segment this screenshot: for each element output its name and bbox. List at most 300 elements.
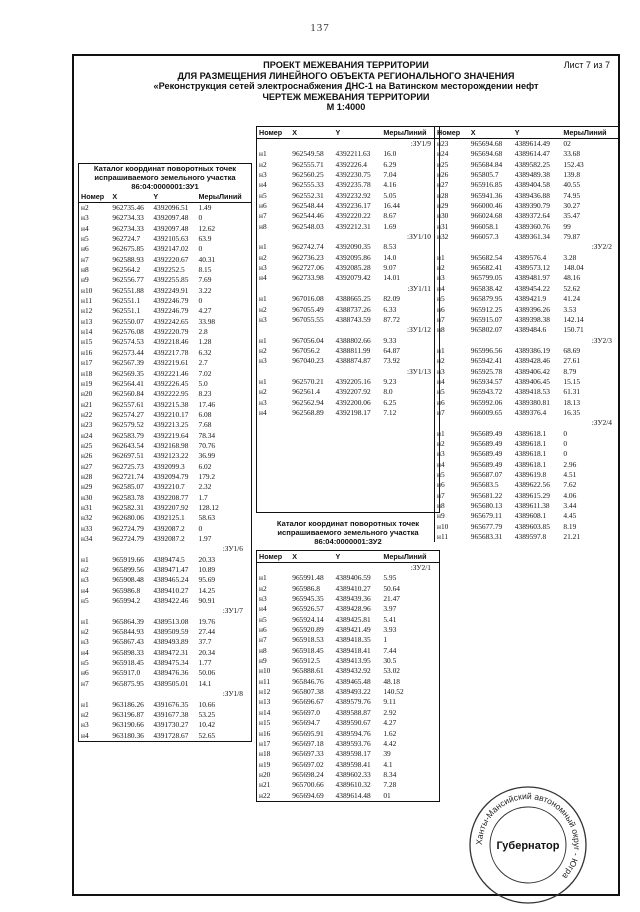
- coord-y: 4392226.4: [335, 159, 367, 169]
- coord-x: 965925.78: [470, 366, 503, 376]
- coord-y: 4389425.81: [335, 614, 371, 624]
- table-row: [79, 658, 251, 668]
- segment-length: 18.13: [563, 397, 581, 407]
- table-row: [257, 594, 439, 604]
- table-row: [79, 369, 251, 379]
- coord-x: 965864.39: [112, 616, 144, 626]
- point-number: н12: [259, 687, 271, 697]
- coord-x: 962680.06: [112, 513, 144, 523]
- coord-x: 965986.8: [112, 585, 141, 595]
- point-number: н1: [81, 699, 89, 709]
- coord-y: 4389406.42: [514, 366, 550, 376]
- segment-length: 1.62: [383, 728, 397, 738]
- table-row: [79, 555, 251, 565]
- table-row: [79, 700, 251, 710]
- point-number: н2: [259, 345, 267, 355]
- coord-y: 4389398.38: [514, 314, 550, 324]
- point-number: н33: [81, 523, 93, 533]
- table-row: [79, 265, 251, 275]
- segment-length: 10.89: [198, 565, 216, 575]
- governor-seal: [466, 783, 590, 907]
- segment-length: 7.44: [383, 645, 397, 655]
- segment-length: 7.12: [383, 407, 397, 417]
- segment-length: 4.45: [563, 511, 577, 521]
- section-label: :ЗУ2/4: [591, 418, 612, 428]
- table-row: [79, 493, 251, 503]
- coord-x: 962567.39: [112, 358, 144, 368]
- coord-y: 4389465.48: [335, 676, 371, 686]
- coord-x: 965912.25: [470, 304, 503, 314]
- table-row: [79, 627, 251, 637]
- coord-y: 4392200.06: [335, 397, 371, 407]
- segment-length: 5.0: [198, 378, 208, 388]
- point-number: н4: [81, 585, 89, 595]
- section-label: :ЗУ2/2: [591, 242, 612, 252]
- col-y-header: Y: [334, 127, 382, 139]
- coord-y: 4389590.67: [335, 718, 371, 728]
- col-x-header: X: [110, 191, 151, 203]
- coord-x: 962555.33: [292, 180, 324, 190]
- coord-y: 4389588.87: [335, 707, 371, 717]
- col-x-header: X: [290, 127, 333, 139]
- coord-y: 4392246.79: [153, 296, 189, 306]
- segment-length: 90.91: [198, 596, 216, 606]
- coord-y: 4392213.25: [153, 420, 189, 430]
- coord-x: 965994.2: [112, 596, 141, 606]
- segment-length: 140.52: [383, 687, 404, 697]
- segment-length: 41.24: [563, 294, 581, 304]
- segment-length: 6.33: [383, 304, 397, 314]
- segment-length: 6.08: [198, 409, 212, 419]
- table-row: [257, 656, 439, 666]
- point-number: н5: [81, 234, 89, 244]
- col-num-header: Номер: [257, 551, 290, 563]
- point-number: н7: [259, 635, 267, 645]
- table-row: [79, 462, 251, 472]
- table-row: [79, 275, 251, 285]
- segment-length: 30.5: [383, 656, 397, 666]
- point-number: н28: [81, 471, 93, 481]
- coord-y: 4392218.46: [153, 337, 189, 347]
- coord-x: 965920.89: [292, 625, 324, 635]
- coord-x: 965694.68: [470, 139, 503, 148]
- coord-x: 965698.24: [292, 769, 324, 779]
- coord-y: 4389418.35: [335, 635, 371, 645]
- coord-x: 965807.38: [292, 687, 324, 697]
- coord-y: 4392236.17: [335, 201, 371, 211]
- point-number: н11: [259, 676, 271, 686]
- table-row: [257, 729, 439, 739]
- coord-x: 963190.66: [112, 720, 144, 730]
- coord-x: 965992.06: [470, 397, 503, 407]
- table-row: [257, 387, 439, 397]
- coord-x: 965689.49: [470, 428, 503, 438]
- point-number: н3: [81, 575, 89, 585]
- coord-x: 962742.74: [292, 242, 324, 252]
- segment-length: 10.42: [198, 720, 216, 730]
- coord-y: 4392212.31: [335, 221, 371, 231]
- point-number: н9: [437, 511, 445, 521]
- point-number: н15: [259, 718, 271, 728]
- point-number: н24: [437, 149, 449, 159]
- table-row: [435, 263, 620, 273]
- coord-x: 966057.3: [470, 232, 499, 242]
- coord-y: 4389406.59: [335, 573, 371, 583]
- coord-y: 4389360.76: [514, 221, 550, 231]
- table-row: [257, 739, 439, 749]
- coord-x: 963186.26: [112, 699, 144, 709]
- coord-x: 962555.71: [292, 159, 324, 169]
- coord-x: 962544.46: [292, 211, 324, 221]
- point-number: н18: [81, 368, 93, 378]
- coord-y: 4392125.1: [153, 513, 185, 523]
- coord-y: 4392097.48: [153, 223, 189, 233]
- segment-length: 74.95: [563, 190, 581, 200]
- segment-length: 14.1: [198, 678, 212, 688]
- coord-y: 4391677.38: [153, 709, 189, 719]
- col-len-header: МерыЛиний: [561, 127, 620, 139]
- coord-y: 4389597.8: [514, 532, 547, 542]
- coord-y: 4389622.56: [514, 480, 550, 490]
- segment-length: 02: [563, 139, 571, 148]
- table-row: [435, 429, 620, 439]
- coord-x: 962568.89: [292, 407, 324, 417]
- coord-x: 962574.27: [112, 409, 144, 419]
- coord-y: 4391676.35: [153, 699, 189, 709]
- coord-y: 4389579.76: [335, 697, 371, 707]
- section-label: :ЗУ1/6: [222, 544, 243, 554]
- point-number: н11: [81, 296, 93, 306]
- coord-y: 4392219.64: [153, 430, 189, 440]
- section-label: :ЗУ1/8: [222, 689, 243, 699]
- table-row: [435, 253, 620, 263]
- table-row: [435, 232, 620, 242]
- coord-x: 965684.84: [470, 159, 503, 169]
- coord-x: 965677.79: [470, 521, 503, 531]
- segment-length: 1.28: [198, 337, 212, 347]
- segment-length: 1: [383, 635, 388, 645]
- point-number: н3: [437, 449, 445, 459]
- segment-length: 64.87: [383, 345, 400, 355]
- coord-y: 4389509.59: [153, 627, 189, 637]
- coord-y: 4392087.2: [153, 523, 185, 533]
- segment-length: 8.53: [383, 242, 397, 252]
- segment-length: 27.44: [198, 627, 216, 637]
- table-row: [79, 379, 251, 389]
- point-number: н1: [259, 376, 267, 386]
- catalog-zu2-title: Каталог координат поворотных точек испрашиваемого земельного участка 86:04:0000001:ЗУ2: [276, 519, 420, 546]
- segment-length: 0: [563, 438, 568, 448]
- table-row: [435, 470, 620, 480]
- coord-x: 962576.08: [112, 327, 144, 337]
- table-row: [79, 244, 251, 254]
- section-label: :ЗУ1/7: [222, 606, 243, 616]
- coord-y: 4389413.95: [335, 656, 371, 666]
- coord-x: 962557.61: [112, 399, 144, 409]
- coord-y: 4389390.79: [514, 201, 550, 211]
- point-number: н4: [259, 604, 267, 614]
- segment-length: 40.31: [198, 254, 216, 264]
- point-number: н6: [437, 480, 445, 490]
- coord-x: 965924.14: [292, 614, 324, 624]
- segment-length: 16.44: [383, 201, 400, 211]
- table-row: [435, 501, 620, 511]
- point-number: н3: [259, 594, 267, 604]
- coord-y: 4389410.27: [335, 583, 371, 593]
- coord-x: 965689.49: [470, 438, 503, 448]
- coord-x: 962564.2: [112, 265, 141, 275]
- coord-y: 4389582.25: [514, 159, 550, 169]
- point-number: н30: [81, 492, 93, 502]
- point-number: н6: [81, 244, 89, 254]
- coord-x: 962550.07: [112, 316, 144, 326]
- coord-x: 965908.48: [112, 575, 144, 585]
- coord-x: 962560.25: [292, 170, 324, 180]
- coord-x: 962721.74: [112, 471, 144, 481]
- coord-x: 962579.52: [112, 420, 144, 430]
- segment-length: 6.29: [383, 159, 397, 169]
- col-len-header: МерыЛиний: [381, 127, 439, 139]
- coord-x: 962551.1: [112, 296, 141, 306]
- segment-length: 2.8: [198, 327, 208, 337]
- table-row: [257, 305, 439, 315]
- segment-length: 148.04: [563, 263, 584, 273]
- coord-y: 4392168.98: [153, 440, 189, 450]
- coord-x: 965697.18: [292, 738, 324, 748]
- col-num-header: Номер: [257, 127, 290, 139]
- seal-ring-text: Ханты-Мансийский автономный округ - Югра: [473, 790, 583, 882]
- coord-x: 965846.76: [292, 676, 324, 686]
- point-number: н1: [259, 149, 267, 159]
- coord-x: 965697.33: [292, 749, 324, 759]
- coord-y: 4389618.1: [514, 428, 547, 438]
- coord-x: 962724.7: [112, 234, 141, 244]
- coord-y: 4392205.16: [335, 376, 371, 386]
- coord-y: 4392249.91: [153, 285, 189, 295]
- segment-length: 5.05: [383, 190, 397, 200]
- table-row: [435, 491, 620, 501]
- table-row: [257, 242, 439, 252]
- coord-y: 4389602.33: [335, 769, 371, 779]
- coord-y: 4389418.41: [335, 645, 371, 655]
- coord-x: 965694.7: [292, 718, 320, 728]
- coord-y: 4392242.65: [153, 316, 189, 326]
- coord-x: 962574.53: [112, 337, 144, 347]
- table-row: [257, 625, 439, 635]
- table-row: [435, 170, 620, 180]
- point-number: н34: [81, 534, 93, 543]
- coord-x: 962736.23: [292, 252, 324, 262]
- table-row: [257, 646, 439, 656]
- table-row: [435, 273, 620, 283]
- section-row: [257, 563, 439, 574]
- coord-y: 4389489.38: [514, 170, 550, 180]
- point-number: н5: [437, 470, 445, 479]
- table-row: [79, 586, 251, 596]
- point-number: н28: [437, 190, 449, 200]
- point-number: н6: [259, 625, 267, 635]
- point-number: н4: [437, 376, 445, 386]
- table-row: [79, 637, 251, 647]
- table-row: [435, 460, 620, 470]
- point-number: н1: [81, 554, 89, 564]
- coord-x: 967055.55: [292, 314, 324, 324]
- segment-length: 2.96: [563, 459, 577, 469]
- coord-y: 4389361.34: [514, 232, 550, 242]
- table-row: [257, 346, 439, 356]
- table-row: [435, 356, 620, 366]
- table-row: [257, 377, 439, 387]
- point-number: н22: [259, 790, 271, 800]
- coord-x: 962549.58: [292, 149, 324, 159]
- table-row: [79, 358, 251, 368]
- segment-length: 36.99: [198, 451, 216, 461]
- catalog-zu1-continued: [256, 126, 440, 802]
- coord-y: 4389428.96: [335, 604, 371, 614]
- col-len-header: МерыЛиний: [197, 191, 252, 203]
- col-x-header: X: [290, 551, 333, 563]
- table-row: [257, 697, 439, 707]
- coord-x: 966024.68: [470, 211, 503, 221]
- point-number: н4: [259, 180, 267, 190]
- coord-x: 962734.33: [112, 213, 144, 223]
- table-row: [435, 149, 620, 159]
- segment-length: 3.93: [383, 625, 397, 635]
- point-number: н1: [259, 242, 267, 252]
- point-number: н3: [259, 170, 267, 180]
- section-row: [257, 232, 439, 242]
- coord-x: 967040.23: [292, 356, 324, 366]
- coord-x: 962585.07: [112, 482, 144, 492]
- segment-length: 128.12: [198, 502, 219, 512]
- section-label: :ЗУ1/13: [407, 366, 431, 376]
- coord-x: 962548.03: [292, 221, 324, 231]
- point-number: н4: [81, 223, 89, 233]
- coord-x: 965996.56: [470, 345, 503, 355]
- table-row: [257, 294, 439, 304]
- table-row: [79, 534, 251, 544]
- point-number: н1: [259, 294, 267, 304]
- point-number: н2: [437, 438, 445, 448]
- segment-length: 152.43: [563, 159, 584, 169]
- coord-x: 965799.05: [470, 273, 503, 283]
- coord-y: 4389421.49: [335, 625, 371, 635]
- coord-y: 4389615.29: [514, 490, 550, 500]
- segment-length: 6.02: [198, 461, 212, 471]
- table-row: [79, 441, 251, 451]
- page-number: 137: [310, 22, 330, 34]
- segment-length: 52.65: [198, 730, 216, 740]
- table-row: [435, 522, 620, 532]
- segment-length: 1.77: [198, 658, 212, 668]
- table-row: [79, 203, 251, 214]
- segment-length: 8.79: [563, 366, 577, 376]
- point-number: н21: [81, 399, 93, 409]
- coord-y: 4389472.31: [153, 647, 189, 657]
- table-row: [79, 565, 251, 575]
- segment-length: 33.98: [198, 316, 216, 326]
- table-row: [435, 511, 620, 521]
- coord-x: 965700.66: [292, 780, 324, 790]
- coord-x: 965991.48: [292, 573, 324, 583]
- point-number: н25: [81, 440, 93, 450]
- table-row: [257, 687, 439, 697]
- segment-length: 4.51: [563, 470, 577, 479]
- coord-x: 965875.95: [112, 678, 144, 688]
- segment-length: 5.95: [383, 573, 397, 583]
- point-number: н10: [259, 666, 271, 676]
- segment-length: 63.9: [198, 234, 212, 244]
- segment-length: 8.67: [383, 211, 397, 221]
- point-number: н32: [81, 513, 93, 523]
- segment-length: 0: [563, 428, 568, 438]
- point-number: н2: [259, 159, 267, 169]
- point-number: н16: [81, 347, 93, 357]
- catalog-zu2-continued: [434, 126, 620, 542]
- coord-x: 965867.43: [112, 637, 144, 647]
- coord-y: 4389614.49: [514, 139, 550, 148]
- section-row: [79, 544, 251, 554]
- table-row: [435, 398, 620, 408]
- coord-x: 965942.41: [470, 356, 503, 366]
- point-number: н3: [259, 397, 267, 407]
- segment-length: 50.64: [383, 583, 400, 593]
- point-number: н8: [259, 645, 267, 655]
- point-number: н17: [81, 358, 93, 368]
- coord-y: 4389428.46: [514, 356, 550, 366]
- table-row: [79, 617, 251, 627]
- point-number: н13: [81, 316, 93, 326]
- point-number: н11: [437, 532, 449, 542]
- point-number: н4: [259, 407, 267, 417]
- col-y-header: Y: [513, 127, 562, 139]
- table-row: [435, 284, 620, 294]
- segment-length: 4.16: [383, 180, 397, 190]
- segment-length: 6.32: [198, 347, 212, 357]
- table-row: [79, 410, 251, 420]
- coord-y: 4392207.92: [335, 387, 371, 397]
- coord-x: 965934.57: [470, 376, 503, 386]
- coord-x: 962734.33: [112, 223, 144, 233]
- point-number: н2: [259, 252, 267, 262]
- coord-y: 4389618.1: [514, 438, 547, 448]
- segment-length: 14.0: [383, 252, 397, 262]
- coord-y: 4389493.22: [335, 687, 371, 697]
- section-label: :ЗУ2/3: [591, 335, 612, 345]
- coord-x: 962643.54: [112, 440, 144, 450]
- coord-y: 4392226.45: [153, 378, 189, 388]
- coord-x: 962583.78: [112, 492, 144, 502]
- segment-length: 7.28: [383, 780, 397, 790]
- coord-y: 4389608.1: [514, 511, 547, 521]
- segment-length: 35.47: [563, 211, 581, 221]
- coord-y: 4389474.5: [153, 554, 185, 564]
- segment-length: 1.49: [198, 203, 212, 212]
- segment-length: 14.01: [383, 273, 400, 283]
- table-row: [257, 336, 439, 346]
- point-number: н3: [437, 366, 445, 376]
- table-row: [435, 315, 620, 325]
- coord-y: 4392198.17: [335, 407, 371, 417]
- point-number: н2: [81, 203, 89, 212]
- table-row: [79, 503, 251, 513]
- coord-y: 4392097.48: [153, 213, 189, 223]
- coord-y: 4392211.63: [335, 149, 371, 159]
- segment-length: 5.41: [383, 614, 397, 624]
- coords-table-4: [435, 127, 620, 542]
- segment-length: 40.55: [563, 180, 581, 190]
- segment-length: 53.25: [198, 709, 216, 719]
